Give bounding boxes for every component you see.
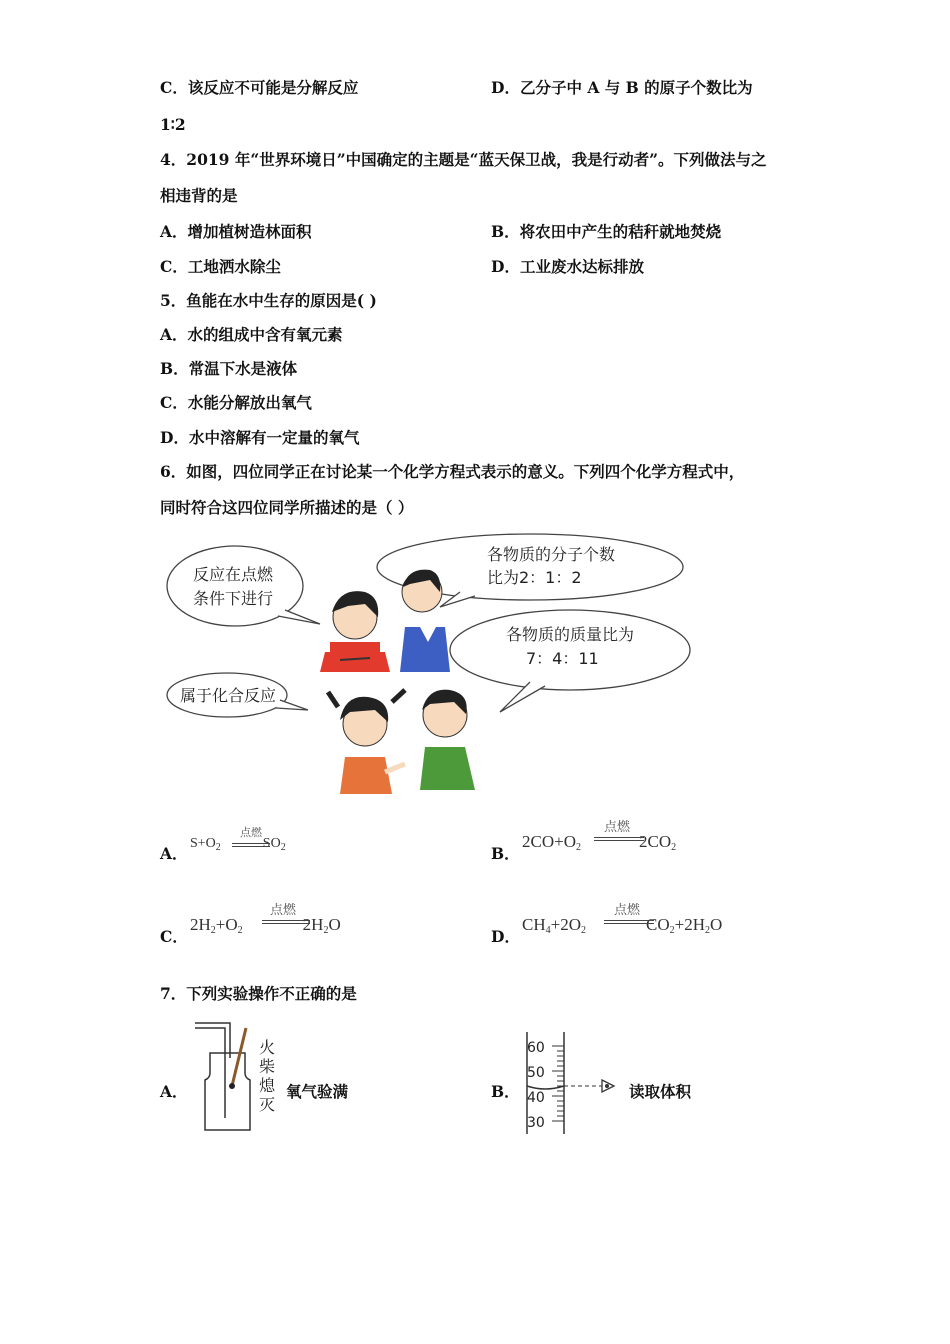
q6-option-b-condition: 点燃 <box>604 820 631 835</box>
cylinder-tick-labels: 60 50 40 30 <box>527 1040 545 1131</box>
q6-option-c-condition: 点燃 <box>270 903 297 918</box>
q4-stem-line2: 相违背的是 <box>160 186 238 205</box>
bubble-3-line2: 7：4：11 <box>526 649 599 668</box>
q6-option-b-equation: $2CO+O_2$ $2CO_2$ <box>522 832 677 853</box>
q7-option-a-text: 氧气验满 <box>286 1082 349 1101</box>
bubble-4-line1: 属于化合反应 <box>180 686 277 705</box>
q3-option-c: C．该反应不可能是分解反应 <box>160 78 359 97</box>
q6-option-c-equals <box>262 920 310 924</box>
bubble-3-line1: 各物质的质量比为 <box>506 625 635 644</box>
bubble-2-line1: 各物质的分子个数 <box>487 545 616 564</box>
speech-bubble-4 <box>167 673 308 717</box>
discussion-illustration <box>160 532 700 797</box>
q6-option-d-equals <box>604 920 654 924</box>
q6-option-c-label: C． <box>160 927 188 946</box>
q6-stem-line1: 6．如图，四位同学正在讨论某一个化学方程式表示的意义。下列四个化学方程式中， <box>160 462 745 481</box>
bubble-2-line2: 比为2：1：2 <box>487 568 582 587</box>
match-extinguished-label: 火 柴 熄 灭 <box>259 1038 276 1114</box>
q6-option-b-equals <box>594 837 644 841</box>
q6-option-d-equation: $CH_4+2O_2$ $CO_2+2H_2O$ <box>522 915 723 936</box>
q6-option-c-equation: $2H_2+O_2$ $2H_2O$ <box>190 915 341 936</box>
q4-option-d: D．工业废水达标排放 <box>491 257 644 276</box>
q6-option-d-label: D． <box>491 927 520 946</box>
q6-option-a-equals <box>232 843 270 847</box>
q4-option-b: B．将农田中产生的秸秆就地焚烧 <box>491 222 722 241</box>
q7-option-a-label: A． <box>160 1082 188 1101</box>
student-3-figure <box>328 690 405 794</box>
student-4-figure <box>420 690 475 790</box>
q5-stem: 5．鱼能在水中生存的原因是( ) <box>160 291 377 310</box>
q4-option-a: A．增加植树造林面积 <box>160 222 312 241</box>
q5-option-c: C．水能分解放出氧气 <box>160 393 312 412</box>
q7-stem: 7．下列实验操作不正确的是 <box>160 984 357 1003</box>
q6-option-b-label: B． <box>491 844 520 863</box>
q6-option-d-condition: 点燃 <box>614 903 641 918</box>
q3-option-d-cont: 1∶2 <box>160 115 186 134</box>
q7-option-b-label: B． <box>491 1082 520 1101</box>
q6-option-a-condition: 点燃 <box>240 826 262 839</box>
q6-option-a-label: A． <box>160 844 188 863</box>
q4-option-c: C．工地洒水除尘 <box>160 257 281 276</box>
q6-option-a-equation: $S+O_2$ $SO_2$ <box>190 836 286 853</box>
student-1-figure <box>320 591 390 672</box>
q6-stem-line2: 同时符合这四位同学所描述的是（ ） <box>160 498 414 517</box>
speech-bubble-1 <box>167 546 320 626</box>
q7-option-b-text: 读取体积 <box>629 1082 692 1101</box>
bubble-1-line1: 反应在点燃 <box>193 565 274 584</box>
q4-stem-line1: 4．2019 年“世界环境日”中国确定的主题是“蓝天保卫战，我是行动者”。下列做法与之 <box>160 150 767 169</box>
q5-option-b: B．常温下水是液体 <box>160 359 298 378</box>
q5-option-d: D．水中溶解有一定量的氧气 <box>160 428 360 447</box>
bubble-1-line2: 条件下进行 <box>193 589 274 608</box>
speech-bubble-3 <box>450 610 690 712</box>
q3-option-d: D．乙分子中 A 与 B 的原子个数比为 <box>491 78 753 97</box>
q5-option-a: A．水的组成中含有氧元素 <box>160 325 343 344</box>
